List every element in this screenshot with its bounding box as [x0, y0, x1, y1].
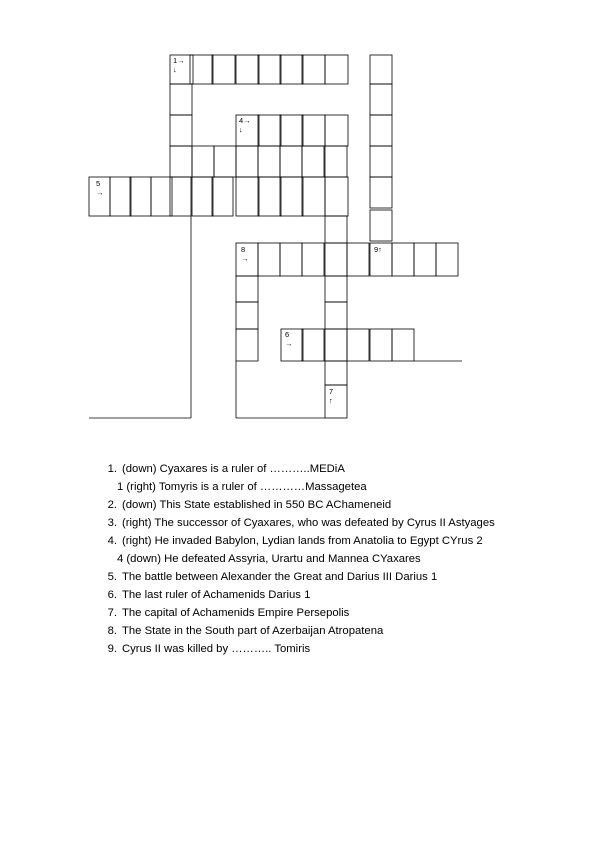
crossword-cell[interactable] — [280, 115, 303, 146]
clue-9 — [97, 640, 567, 658]
clue-3 — [97, 514, 567, 532]
clue-text: Cyrus II was killed by ……….. Tomiris — [122, 643, 311, 655]
crossword-cell[interactable] — [370, 329, 392, 361]
crossword-cell[interactable] — [192, 146, 214, 177]
crossword-cell[interactable] — [347, 243, 369, 276]
crossword-cell[interactable] — [258, 146, 280, 177]
crossword-cell[interactable] — [370, 115, 392, 146]
crossword-cell[interactable] — [370, 146, 392, 177]
crossword-cell[interactable] — [236, 55, 259, 84]
crossword-cell[interactable] — [151, 177, 172, 216]
clue-list — [97, 460, 567, 658]
clue-text: The battle between Alexander the Great and Darius III Darius 1 — [122, 571, 438, 583]
crossword-cell[interactable] — [414, 243, 436, 276]
crossword-cell[interactable] — [302, 329, 324, 361]
crossword-cell[interactable] — [302, 177, 325, 216]
crossword-cell[interactable] — [214, 146, 236, 177]
clue-number: 5. — [107, 571, 117, 583]
clue-text: The last ruler of Achamenids Darius 1 — [122, 589, 311, 601]
clue-number: 7. — [107, 607, 117, 619]
crossword-cell[interactable] — [392, 243, 414, 276]
crossword-cell[interactable] — [325, 216, 347, 243]
crossword-cell[interactable] — [325, 276, 347, 302]
crossword-cell[interactable] — [392, 329, 414, 361]
crossword-cell[interactable] — [370, 210, 392, 241]
crossword-cell[interactable] — [370, 55, 392, 84]
clue-number: 1. — [107, 463, 117, 475]
crossword-cell[interactable] — [258, 177, 281, 216]
clue-2 — [97, 496, 567, 514]
crossword-cell[interactable] — [325, 115, 348, 146]
clue-text: (down) This State established in 550 BC AChameneid — [122, 499, 392, 511]
crossword-cell[interactable] — [280, 243, 302, 276]
crossword-cell[interactable] — [170, 84, 192, 115]
cell-number-marker: 8 → — [241, 245, 249, 263]
crossword-cell[interactable] — [212, 177, 233, 216]
crossword-cell[interactable] — [236, 329, 258, 361]
clue-text: (down) Cyaxares is a ruler of ………..MEDiA — [122, 463, 345, 475]
crossword-cell[interactable] — [236, 276, 258, 302]
cell-number-marker: 4→ ↓ — [239, 116, 251, 134]
clue-8 — [97, 622, 567, 640]
clue-6 — [97, 586, 567, 604]
crossword-cell[interactable] — [325, 329, 347, 361]
clue-text: (right) The successor of Cyaxares, who was defeated by Cyrus II Astyages — [122, 517, 495, 529]
crossword-cell[interactable] — [325, 361, 347, 385]
cell-number-marker: 7 ↑ — [329, 387, 334, 405]
crossword-cell[interactable] — [325, 146, 347, 177]
crossword-cell[interactable] — [258, 115, 281, 146]
crossword-cell[interactable] — [212, 55, 235, 84]
crossword-cell[interactable] — [236, 302, 258, 329]
crossword-cell[interactable] — [347, 329, 369, 361]
crossword-cell[interactable] — [302, 55, 325, 84]
clue-text: The State in the South part of Azerbaijan Atropatena — [122, 625, 384, 637]
clue-text: 4 (down) He defeated Assyria, Urartu and Mannea CYaxares — [117, 553, 421, 565]
clue-1-right — [97, 478, 567, 496]
crossword-cell[interactable] — [190, 55, 213, 84]
cell-number-marker: 5 → — [96, 179, 104, 197]
crossword-cell[interactable] — [130, 177, 151, 216]
clue-7 — [97, 604, 567, 622]
clue-1-down — [97, 460, 567, 478]
crossword-cell[interactable] — [302, 243, 324, 276]
crossword-cell[interactable] — [436, 243, 458, 276]
crossword-cell[interactable] — [258, 55, 281, 84]
crossword-cell[interactable] — [370, 177, 392, 208]
crossword-cell[interactable] — [280, 55, 303, 84]
crossword-cell[interactable] — [302, 115, 325, 146]
clue-number: 3. — [107, 517, 117, 529]
clue-number: 9. — [107, 643, 117, 655]
crossword-cell[interactable] — [280, 146, 302, 177]
crossword-cell[interactable] — [325, 55, 348, 84]
clue-text: The capital of Achamenids Empire Persepolis — [122, 607, 350, 619]
crossword-cell[interactable] — [280, 177, 303, 216]
clue-number: 8. — [107, 625, 117, 637]
cell-number-marker: 1→ ↓ — [173, 56, 185, 74]
crossword-cell[interactable] — [170, 146, 192, 177]
crossword-cell[interactable] — [170, 177, 191, 216]
crossword-cell[interactable] — [110, 177, 131, 216]
crossword-cell[interactable] — [325, 177, 348, 216]
crossword-cell[interactable] — [325, 243, 347, 276]
crossword-cell[interactable] — [236, 146, 258, 177]
clue-4-down — [97, 550, 567, 568]
cell-number-marker: 9↑ — [374, 245, 382, 254]
crossword-cell[interactable] — [302, 146, 324, 177]
crossword-cell[interactable] — [236, 177, 259, 216]
cell-number-marker: 6 → — [285, 330, 293, 348]
crossword-cell[interactable] — [370, 84, 392, 115]
clue-number: 6. — [107, 589, 117, 601]
clue-number: 4. — [107, 535, 117, 547]
clue-5 — [97, 568, 567, 586]
crossword-cell[interactable] — [258, 243, 280, 276]
crossword-cell[interactable] — [325, 302, 347, 329]
clue-text: (right) He invaded Babylon, Lydian lands from Anatolia to Egypt CYrus 2 — [122, 535, 483, 547]
clue-text: 1 (right) Tomyris is a ruler of …………Massagetea — [117, 481, 367, 493]
clue-number: 2. — [107, 499, 117, 511]
clue-4-right — [97, 532, 567, 550]
crossword-cell[interactable] — [170, 115, 192, 146]
crossword-cell[interactable] — [192, 177, 213, 216]
